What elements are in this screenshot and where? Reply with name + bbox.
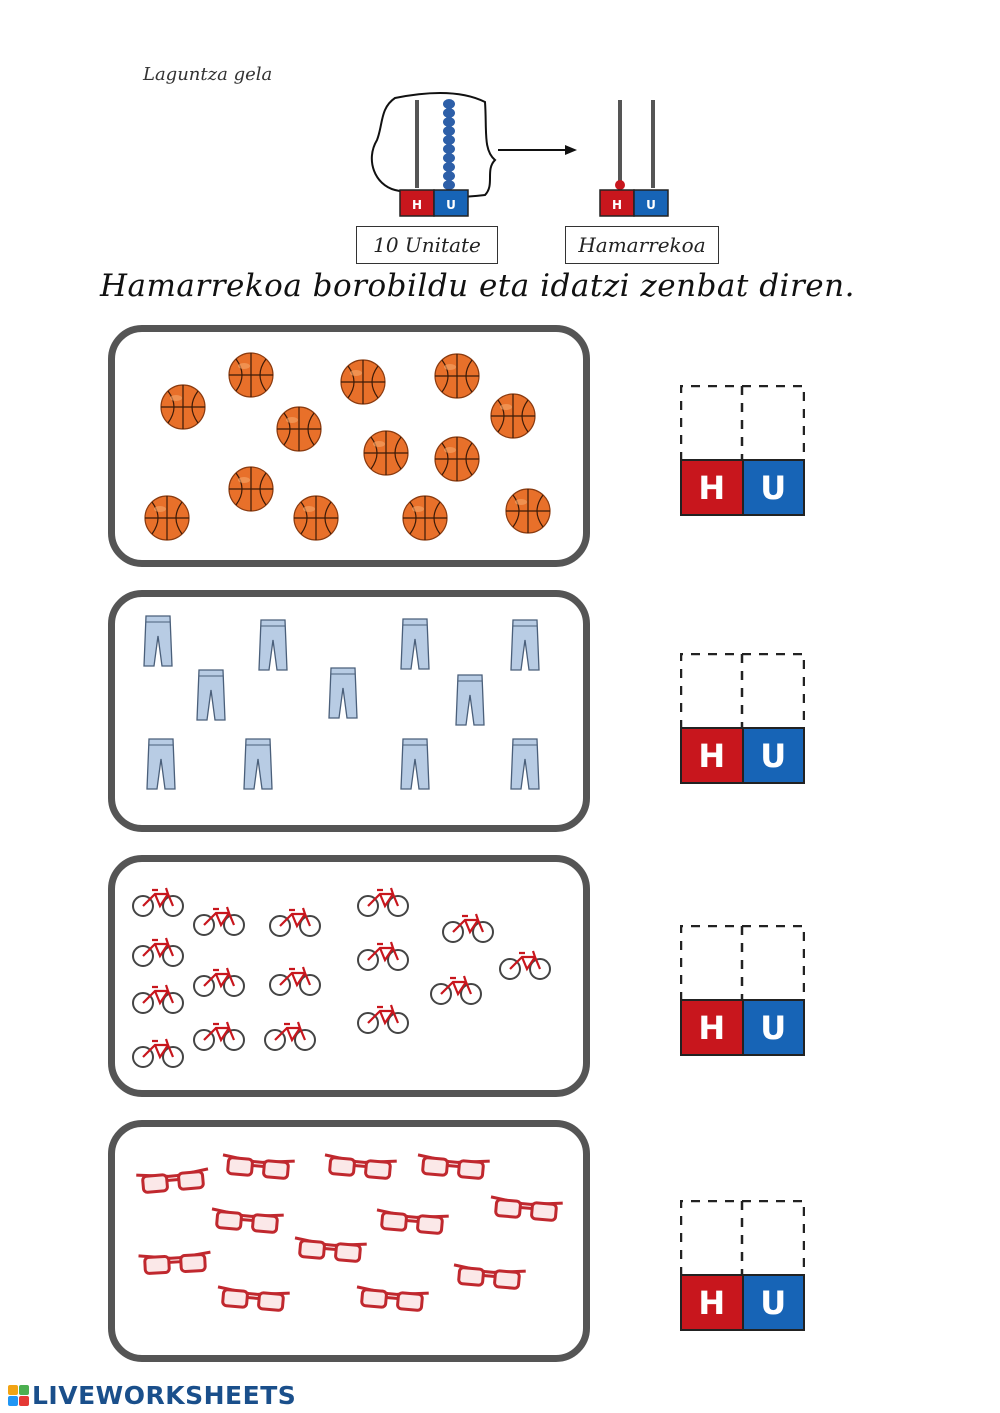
- group-trousers[interactable]: [108, 590, 590, 832]
- glasses-icon: [139, 1252, 212, 1274]
- basketball-icon: [161, 385, 205, 429]
- glasses-icon: [452, 1265, 525, 1289]
- basketball-icon: [294, 496, 338, 540]
- units-label: U: [744, 729, 804, 782]
- trousers-icon: [511, 620, 539, 670]
- trousers-icon: [456, 675, 484, 725]
- basketball-icon: [341, 360, 385, 404]
- glasses-icon: [210, 1209, 283, 1233]
- glasses-icon: [416, 1155, 489, 1179]
- grouping-outline: [372, 93, 495, 197]
- glasses-icon: [375, 1210, 448, 1234]
- units-label: U: [744, 1001, 804, 1054]
- glasses-icon: [355, 1287, 428, 1311]
- trousers-icon: [144, 616, 172, 666]
- glasses-icon: [136, 1169, 209, 1193]
- bicycle-icon: [194, 968, 244, 996]
- diagram-tens-label: H: [411, 198, 423, 212]
- bicycle-icon: [500, 951, 550, 979]
- basketball-icon: [491, 394, 535, 438]
- group-bicycles[interactable]: [108, 855, 590, 1097]
- units-caption: 10 Unitate: [356, 226, 498, 264]
- group-basketballs[interactable]: [108, 325, 590, 567]
- glasses-icon: [221, 1155, 294, 1179]
- answer-grid-3: [680, 925, 805, 1057]
- bicycle-icon: [133, 985, 183, 1013]
- trousers-icon: [511, 739, 539, 789]
- units-label: U: [744, 1276, 804, 1329]
- basketball-icon: [229, 353, 273, 397]
- bicycle-icon: [194, 907, 244, 935]
- header-note: Laguntza gela: [143, 64, 273, 85]
- tens-label: H: [682, 729, 744, 782]
- tens-answer-slot[interactable]: [680, 925, 742, 1000]
- bicycle-icon: [270, 967, 320, 995]
- trousers-icon: [197, 670, 225, 720]
- bicycle-icon: [133, 1039, 183, 1067]
- units-answer-slot[interactable]: [742, 1200, 804, 1275]
- basketball-icon: [364, 431, 408, 475]
- trousers-icon: [401, 739, 429, 789]
- units-label: U: [744, 461, 804, 514]
- basketball-icon: [435, 354, 479, 398]
- brand-name: LIVEWORKSHEETS: [32, 1380, 297, 1410]
- logo-icon: [8, 1385, 29, 1406]
- trousers-icon: [147, 739, 175, 789]
- bicycle-icon: [431, 976, 481, 1004]
- basketball-icon: [145, 496, 189, 540]
- trousers-icon: [259, 620, 287, 670]
- unit-beads: [443, 99, 455, 190]
- answer-grid-1: [680, 385, 805, 517]
- diagram-tens-label-right: H: [611, 198, 623, 212]
- diagram-units-label: U: [446, 198, 456, 212]
- tens-label: H: [682, 461, 744, 514]
- bicycle-icon: [133, 938, 183, 966]
- answer-grid-2: [680, 653, 805, 785]
- bicycle-icon: [358, 942, 408, 970]
- units-answer-slot[interactable]: [742, 653, 804, 728]
- bicycle-icon: [358, 1005, 408, 1033]
- ten-caption: Hamarrekoa: [565, 226, 719, 264]
- units-answer-slot[interactable]: [742, 385, 804, 460]
- group-glasses[interactable]: [108, 1120, 590, 1362]
- tens-label: H: [682, 1276, 744, 1329]
- trousers-icon: [401, 619, 429, 669]
- basketball-icon: [277, 407, 321, 451]
- glasses-icon: [489, 1197, 562, 1221]
- basketball-icon: [506, 489, 550, 533]
- bicycle-icon: [358, 888, 408, 916]
- tens-bead: [615, 180, 625, 190]
- basketball-icon: [229, 467, 273, 511]
- tens-answer-slot[interactable]: [680, 1200, 742, 1275]
- footer-logo[interactable]: [8, 1380, 296, 1410]
- glasses-icon: [323, 1155, 396, 1179]
- glasses-icon: [216, 1287, 289, 1311]
- bicycle-icon: [443, 914, 493, 942]
- units-answer-slot[interactable]: [742, 925, 804, 1000]
- bicycle-icon: [194, 1022, 244, 1050]
- answer-grid-4: [680, 1200, 805, 1332]
- basketball-icon: [403, 496, 447, 540]
- bicycle-icon: [265, 1022, 315, 1050]
- diagram-units-label-right: U: [646, 198, 656, 212]
- instruction-text: Hamarrekoa borobildu eta idatzi zenbat diren.: [100, 268, 855, 304]
- bicycle-icon: [133, 888, 183, 916]
- basketball-icon: [435, 437, 479, 481]
- trousers-icon: [244, 739, 272, 789]
- glasses-icon: [293, 1238, 366, 1262]
- tens-answer-slot[interactable]: [680, 653, 742, 728]
- trousers-icon: [329, 668, 357, 718]
- tens-label: H: [682, 1001, 744, 1054]
- tens-answer-slot[interactable]: [680, 385, 742, 460]
- bicycle-icon: [270, 908, 320, 936]
